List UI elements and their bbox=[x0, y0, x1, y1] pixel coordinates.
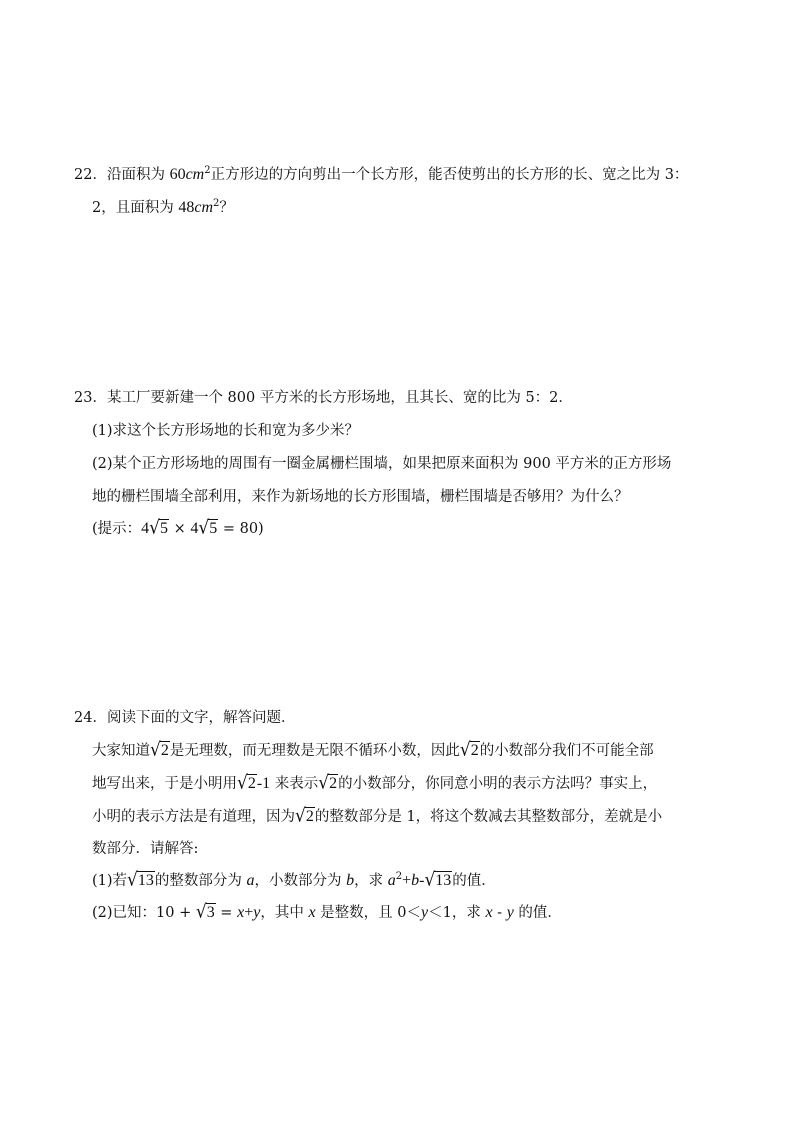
q22-line-2 bbox=[92, 198, 234, 218]
radicand: 13 bbox=[137, 872, 154, 889]
sqrt-2 bbox=[237, 773, 257, 794]
q24-sub-1 bbox=[92, 870, 496, 891]
radicand: 2 bbox=[160, 742, 169, 759]
q24-text: (2)已知：10 + bbox=[92, 905, 196, 921]
sqrt-2 bbox=[150, 740, 170, 761]
radicand: 2 bbox=[329, 775, 338, 792]
q22-text-4: ？ bbox=[219, 200, 234, 216]
q24-text: = bbox=[215, 905, 238, 921]
q24-line-2 bbox=[92, 773, 657, 794]
q24-text: ＜1，求 bbox=[428, 905, 486, 921]
q23-hint bbox=[92, 518, 264, 539]
q24-line-3 bbox=[92, 806, 662, 827]
sqrt-5-b bbox=[198, 518, 218, 539]
q22-exp-1: 2 bbox=[204, 165, 211, 176]
q23-sub-1: (1)求这个长方形场地的长和宽为多少米？ bbox=[92, 423, 360, 439]
radicand: 5 bbox=[160, 520, 169, 537]
q24-text: 小明的表示方法是有道理，因为 bbox=[92, 809, 295, 825]
q22-text-2: 正方形边的方向剪出一个长方形，能否使剪出的长方形的长、宽之比为 3： bbox=[210, 167, 689, 183]
q24-text: 来表示 bbox=[270, 776, 319, 792]
q23-coef-1: 4 bbox=[141, 520, 150, 537]
sqrt-2 bbox=[295, 806, 315, 827]
sqrt-3 bbox=[196, 902, 216, 923]
q24-text: (1)若 bbox=[92, 873, 128, 889]
var-a: a bbox=[387, 872, 396, 889]
minus-sign: - bbox=[419, 872, 425, 889]
q24-text: 的整数部分是 1，将这个数减去其整数部分，差就是小 bbox=[314, 809, 663, 825]
q24-text: ，其中 bbox=[260, 905, 309, 921]
q24-stem-text: 阅读下面的文字，解答问题． bbox=[106, 710, 296, 726]
q23-number: 23． bbox=[74, 390, 107, 406]
radical-sign-icon: √ bbox=[424, 869, 436, 891]
radicand: 2 bbox=[305, 808, 314, 825]
q23-sub-2-line-1: (2)某个正方形场地的周围有一圈金属栅栏围墙，如果把原来面积为 900 平方米的正方形场 bbox=[92, 456, 672, 472]
sqrt-2 bbox=[318, 773, 338, 794]
var-y: y bbox=[506, 904, 514, 921]
q24-text: 的值． bbox=[513, 905, 562, 921]
q23-sub-2-line-2: 地的栅栏围墙全部利用，来作为新场地的长方形围墙，栅栏围墙是否够用？为什么？ bbox=[92, 489, 629, 505]
radical-sign-icon: √ bbox=[149, 517, 161, 539]
radicand: 5 bbox=[209, 520, 218, 537]
radicand: 2 bbox=[470, 742, 479, 759]
plus-sign: + bbox=[244, 904, 254, 921]
var-x: x bbox=[485, 904, 493, 921]
radical-sign-icon: √ bbox=[127, 869, 138, 891]
radical-sign-icon: √ bbox=[237, 772, 248, 794]
q24-number: 24． bbox=[74, 710, 107, 726]
q22-area-2: 48 bbox=[178, 199, 195, 216]
radicand: 13 bbox=[435, 872, 452, 889]
q24-text: 的小数部分我们不可能全部 bbox=[479, 743, 654, 759]
var-b: b bbox=[411, 872, 420, 889]
q22-area-1: 60 bbox=[169, 166, 186, 183]
radical-sign-icon: √ bbox=[295, 805, 306, 827]
q23-coef-2: 4 bbox=[190, 520, 199, 537]
q24-text: ，小数部分为 bbox=[254, 873, 347, 889]
q24-text: 的值． bbox=[452, 873, 496, 889]
sqrt-13 bbox=[127, 870, 155, 891]
q23-times: × bbox=[169, 521, 191, 537]
radical-sign-icon: √ bbox=[195, 901, 207, 923]
var-x: x bbox=[237, 904, 245, 921]
q22-exp-2: 2 bbox=[213, 198, 220, 209]
q24-text: 是整数，且 0＜ bbox=[315, 905, 421, 921]
plus-sign: + bbox=[402, 872, 412, 889]
q24-sub-2 bbox=[92, 902, 562, 923]
radical-sign-icon: √ bbox=[459, 739, 471, 761]
q22-unit-2: cm bbox=[194, 199, 213, 216]
radicand: 2 bbox=[247, 775, 256, 792]
q22-line-1 bbox=[74, 165, 688, 185]
q24-stem bbox=[74, 708, 295, 728]
radical-sign-icon: √ bbox=[318, 772, 330, 794]
q23-hint-open: (提示： bbox=[92, 521, 142, 537]
q24-text: - bbox=[492, 905, 507, 921]
q22-number: 22． bbox=[74, 167, 107, 183]
q22-text-3: 2，且面积为 bbox=[92, 200, 179, 216]
radical-sign-icon: √ bbox=[198, 517, 210, 539]
q23-stem bbox=[74, 388, 573, 408]
var-y: y bbox=[421, 904, 429, 921]
q24-text: ，求 bbox=[354, 873, 388, 889]
q24-text: 地写出来，于是小明用 bbox=[92, 776, 237, 792]
sqrt-2 bbox=[460, 740, 480, 761]
q24-text: 大家知道 bbox=[92, 743, 150, 759]
var-b: b bbox=[346, 872, 355, 889]
q24-text: 是无理数，而无理数是无限不循环小数，因此 bbox=[169, 743, 460, 759]
var-y: y bbox=[253, 904, 261, 921]
q23-stem-text: 某工厂要新建一个 800 平方米的长方形场地，且其长、宽的比为 5：2． bbox=[106, 390, 573, 406]
q24-text: 的小数部分，你同意小明的表示方法吗？事实上， bbox=[338, 776, 658, 792]
minus-one: -1 bbox=[256, 775, 271, 792]
q22-unit-1: cm bbox=[185, 166, 205, 183]
radicand: 3 bbox=[206, 904, 215, 921]
q23-hint-result: = 80) bbox=[218, 521, 264, 537]
q22-text-1: 沿面积为 bbox=[106, 167, 170, 183]
sqrt-5-a bbox=[149, 518, 169, 539]
sqrt-13 bbox=[424, 870, 452, 891]
q24-line-4: 数部分．请解答: bbox=[92, 841, 199, 857]
exponent: 2 bbox=[395, 871, 403, 882]
var-a: a bbox=[246, 872, 255, 889]
q24-text: 的整数部分为 bbox=[154, 873, 247, 889]
q24-line-1 bbox=[92, 740, 654, 761]
radical-sign-icon: √ bbox=[150, 739, 161, 761]
var-x: x bbox=[308, 904, 316, 921]
